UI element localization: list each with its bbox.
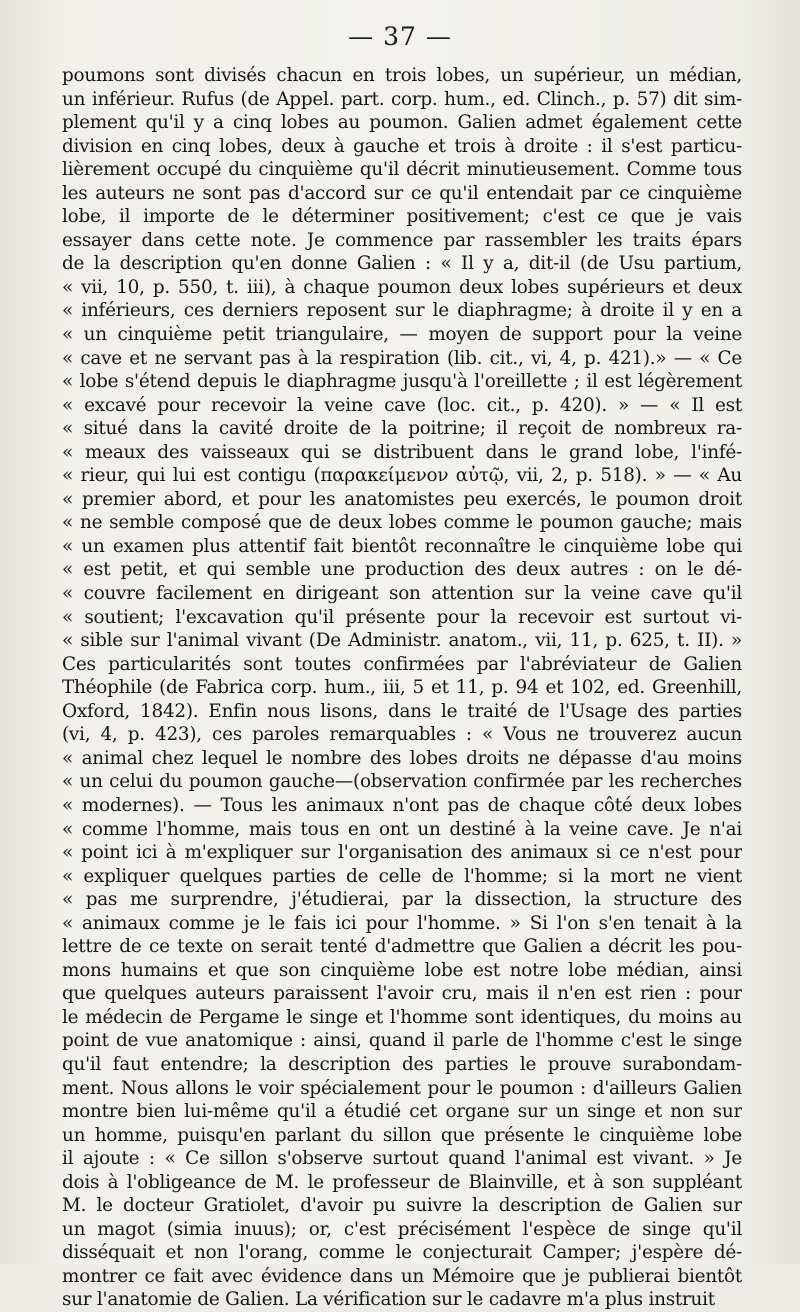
text-line: les auteurs ne sont pas d'accord sur ce qu'il entendait par ce cinquième bbox=[62, 182, 742, 204]
text-line: « un examen plus attentif fait bientôt reconnaître le cinquième lobe qui bbox=[62, 535, 742, 557]
text-line: « soutient; l'excavation qu'il présente pour la recevoir est surtout vi- bbox=[62, 606, 742, 628]
text-line: Théophile (de Fabrica corp. hum., iii, 5 et 11, p. 94 et 102, ed. Greenhill, bbox=[62, 677, 742, 699]
text-line: lièrement occupé du cinquième qu'il décrit minutieusement. Comme tous bbox=[62, 159, 742, 181]
text-line: il ajoute : « Ce sillon s'observe surtout quand l'animal est vivant. » Je bbox=[62, 1148, 742, 1170]
text-line: « rieur, qui lui est contigu (παρακείμενον αὐτῷ, vii, 2, p. 518). » — « Au bbox=[62, 465, 742, 487]
text-line: ment. Nous allons le voir spécialement pour le poumon : d'ailleurs Galien bbox=[62, 1077, 742, 1099]
text-line: qu'il faut entendre; la description des parties le prouve surabondam- bbox=[62, 1053, 742, 1075]
text-line: « expliquer quelques parties de celle de l'homme; si la mort ne vient bbox=[62, 865, 742, 887]
text-line: un homme, puisqu'en parlant du sillon que présente le cinquième lobe bbox=[62, 1124, 742, 1146]
text-line: « cave et ne servant pas à la respiration (lib. cit., vi, 4, p. 421).» — « Ce bbox=[62, 347, 742, 369]
text-line: plement qu'il y a cinq lobes au poumon. Galien admet également cette bbox=[62, 112, 742, 134]
page-number: — 37 — bbox=[348, 22, 452, 51]
text-line: point de vue anatomique : ainsi, quand il parle de l'homme c'est le singe bbox=[62, 1030, 742, 1052]
text-line: mons humains et que son cinquième lobe est notre lobe médian, ainsi bbox=[62, 959, 742, 981]
text-line: montre bien lui-même qu'il a étudié cet organe sur un singe et non sur bbox=[62, 1101, 742, 1123]
text-line: un magot (simia inuus); or, c'est précisément l'espèce de singe qu'il bbox=[62, 1218, 742, 1240]
text-line: dois à l'obligeance de M. le professeur de Blainville, et à son suppléant bbox=[62, 1171, 742, 1193]
text-line: « premier abord, et pour les anatomistes peu exercés, le poumon droit bbox=[62, 488, 742, 510]
text-line: lobe, il importe de le déterminer positivement; c'est ce que je vais bbox=[62, 206, 742, 228]
text-line: « un celui du poumon gauche—(observation confirmée par les recherches bbox=[62, 771, 742, 793]
text-line: « vii, 10, p. 550, t. iii), à chaque poumon deux lobes supérieurs et deux bbox=[62, 276, 742, 298]
text-line: « est petit, et qui semble une production des deux autres : on le dé- bbox=[62, 559, 742, 581]
text-line: disséquait et non l'orang, comme le conjecturait Camper; j'espère dé- bbox=[62, 1242, 742, 1264]
text-line: poumons sont divisés chacun en trois lobes, un supérieur, un médian, bbox=[62, 65, 742, 86]
text-line: Ces particularités sont toutes confirmées par l'abréviateur de Galien bbox=[62, 653, 742, 675]
text-line: « meaux des vaisseaux qui se distribuent dans le grand lobe, l'infé- bbox=[62, 441, 742, 463]
text-line: Oxford, 1842). Enfin nous lisons, dans le traité de l'Usage des parties bbox=[62, 700, 742, 722]
text-line: « situé dans la cavité droite de la poitrine; il reçoit de nombreux ra- bbox=[62, 418, 742, 440]
text-line: « un cinquième petit triangulaire, — moyen de support pour la veine bbox=[62, 324, 742, 346]
text-line: « excavé pour recevoir la veine cave (loc. cit., p. 420). » — « Il est bbox=[62, 394, 742, 416]
text-line: « modernes). — Tous les animaux n'ont pas de chaque côté deux lobes bbox=[62, 794, 742, 816]
text-line: « animaux comme je le fais ici pour l'homme. » Si l'on s'en tenait à la bbox=[62, 912, 742, 934]
text-line: sur l'anatomie de Galien. La vérification sur le cadavre m'a plus instruit bbox=[62, 1289, 715, 1311]
text-line: M. le docteur Gratiolet, d'avoir pu suivre la description de Galien sur bbox=[62, 1195, 742, 1217]
text-line: « inférieurs, ces derniers reposent sur le diaphragme; à droite il y en a bbox=[62, 300, 742, 322]
text-line: « pas me surprendre, j'étudierai, par la dissection, la structure des bbox=[62, 889, 742, 911]
text-line: « point ici à m'expliquer sur l'organisation des animaux si ce n'est pour bbox=[62, 842, 742, 864]
text-line: un inférieur. Rufus (de Appel. part. corp. hum., ed. Clinch., p. 57) dit sim- bbox=[62, 88, 742, 110]
text-line: le médecin de Pergame le singe et l'homme sont identiques, du moins au bbox=[62, 1006, 742, 1028]
text-line: montrer ce fait avec évidence dans un Mémoire que je publierai bientôt bbox=[62, 1265, 742, 1287]
text-line: de la description qu'en donne Galien : « Il y a, dit-il (de Usu partium, bbox=[62, 253, 742, 275]
text-line: (vi, 4, p. 423), ces paroles remarquables : « Vous ne trouverez aucun bbox=[62, 724, 742, 746]
text-line: division en cinq lobes, deux à gauche et trois à droite : il s'est particu- bbox=[62, 135, 742, 157]
body-text bbox=[62, 64, 742, 1312]
text-line: « lobe s'étend depuis le diaphragme jusqu'à l'oreillette ; il est légèrement bbox=[62, 371, 742, 393]
text-line: « couvre facilement en dirigeant son attention sur la veine cave qu'il bbox=[62, 583, 742, 605]
text-line: « animal chez lequel le nombre des lobes droits ne dépasse d'au moins bbox=[62, 747, 742, 769]
text-line: lettre de ce texte on serait tenté d'admettre que Galien a décrit les pou- bbox=[62, 936, 742, 958]
text-line: « sible sur l'animal vivant (De Administr. anatom., vii, 11, p. 625, t. II). » bbox=[62, 630, 742, 652]
text-line: essayer dans cette note. Je commence par rassembler les traits épars bbox=[62, 229, 742, 251]
text-line: « ne semble composé que de deux lobes comme le poumon gauche; mais bbox=[62, 512, 742, 534]
text-line: « comme l'homme, mais tous en ont un destiné à la veine cave. Je n'ai bbox=[62, 818, 742, 840]
text-line: que quelques auteurs paraissent l'avoir cru, mais il n'en est rien : pour bbox=[62, 983, 742, 1005]
